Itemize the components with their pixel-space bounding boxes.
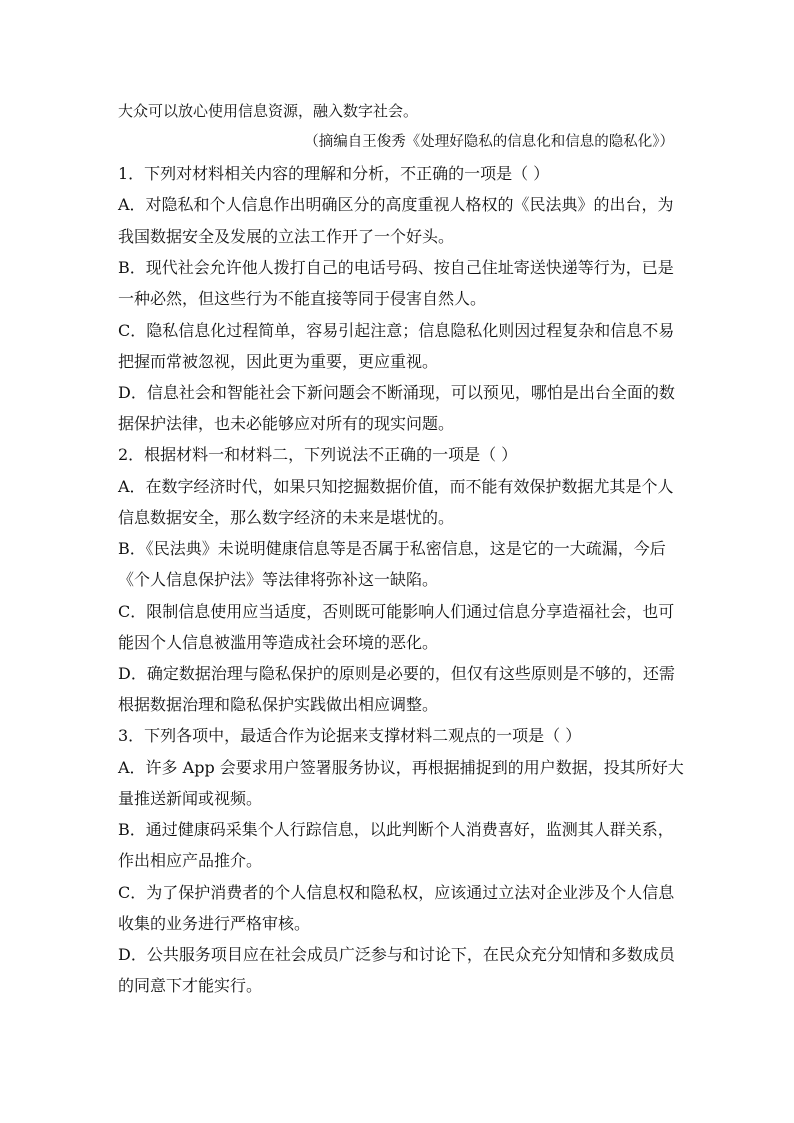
question-3-option-d-line-2: 的同意下才能实行。 [118,976,263,995]
question-1-option-c-line-2: 把握而常被忽视，因此更为重要，更应重视。 [118,352,439,371]
question-2-option-a-line-1: A．在数字经济时代，如果只知挖掘数据价值，而不能有效保护数据尤其是个人 [118,477,674,496]
question-1-option-c-line-1: C．隐私信息化过程简单，容易引起注意；信息隐私化则因过程复杂和信息不易 [118,321,675,340]
question-1-option-a-line-1: A．对隐私和个人信息作出明确区分的高度重视人格权的《民法典》的出台，为 [118,195,674,214]
question-3-option-a-line-1: A．许多 App 会要求用户签署服务协议，再根据捕捉到的用户数据，投其所好大 [118,758,684,777]
question-3-option-c-line-2: 收集的业务进行严格审核。 [118,914,311,933]
question-3-stem: 3．下列各项中，最适合作为论据来支撑材料二观点的一项是（ ） [118,726,582,745]
source-citation: （摘编自王俊秀《处理好隐私的信息化和信息的隐私化》） [304,134,674,150]
intro-tail-line: 大众可以放心使用信息资源，融入数字社会。 [118,102,419,120]
question-3-option-b-line-1: B．通过健康码采集个人行踪信息，以此判断个人消费喜好，监测其人群关系， [118,820,674,839]
question-2-stem: 2．根据材料一和材料二，下列说法不正确的一项是（ ） [118,445,518,464]
question-2-option-c-line-1: C．限制信息使用应当适度，否则既可能影响人们通过信息分享造福社会，也可 [118,602,675,621]
question-1-option-b-line-2: 一种必然，但这些行为不能直接等同于侵害自然人。 [118,289,487,308]
question-2-option-b-line-1: B．《民法典》未说明健康信息等是否属于私密信息，这是它的一大疏漏，今后 [118,539,666,558]
question-2-option-d-line-2: 根据数据治理和隐私保护实践做出相应调整。 [118,695,439,714]
question-1-stem: 1．下列对材料相关内容的理解和分析，不正确的一项是（ ） [118,164,550,183]
question-2-option-b-line-2: 《个人信息保护法》等法律将弥补这一缺陷。 [118,570,439,589]
question-2-option-c-line-2: 能因个人信息被滥用等造成社会环境的恶化。 [118,633,439,652]
question-3-option-d-line-1: D．公共服务项目应在社会成员广泛参与和讨论下，在民众充分知情和多数成员 [118,945,675,964]
question-3-option-c-line-1: C．为了保护消费者的个人信息权和隐私权，应该通过立法对企业涉及个人信息 [118,883,675,902]
question-3-option-a-line-2: 量推送新闻或视频。 [118,789,263,808]
question-2-option-a-line-2: 信息数据安全，那么数字经济的未来是堪忧的。 [118,508,455,527]
question-1-option-a-line-2: 我国数据安全及发展的立法工作开了一个好头。 [118,227,455,246]
question-1-option-b-line-1: B．现代社会允许他人拨打自己的电话号码、按自己住址寄送快递等行为，已是 [118,258,674,277]
question-3-option-b-line-2: 作出相应产品推介。 [118,851,263,870]
question-2-option-d-line-1: D．确定数据治理与隐私保护的原则是必要的，但仅有这些原则是不够的，还需 [118,664,675,683]
question-1-option-d-line-2: 据保护法律，也未必能够应对所有的现实问题。 [118,414,455,433]
question-1-option-d-line-1: D．信息社会和智能社会下新问题会不断涌现，可以预见，哪怕是出台全面的数 [118,383,675,402]
